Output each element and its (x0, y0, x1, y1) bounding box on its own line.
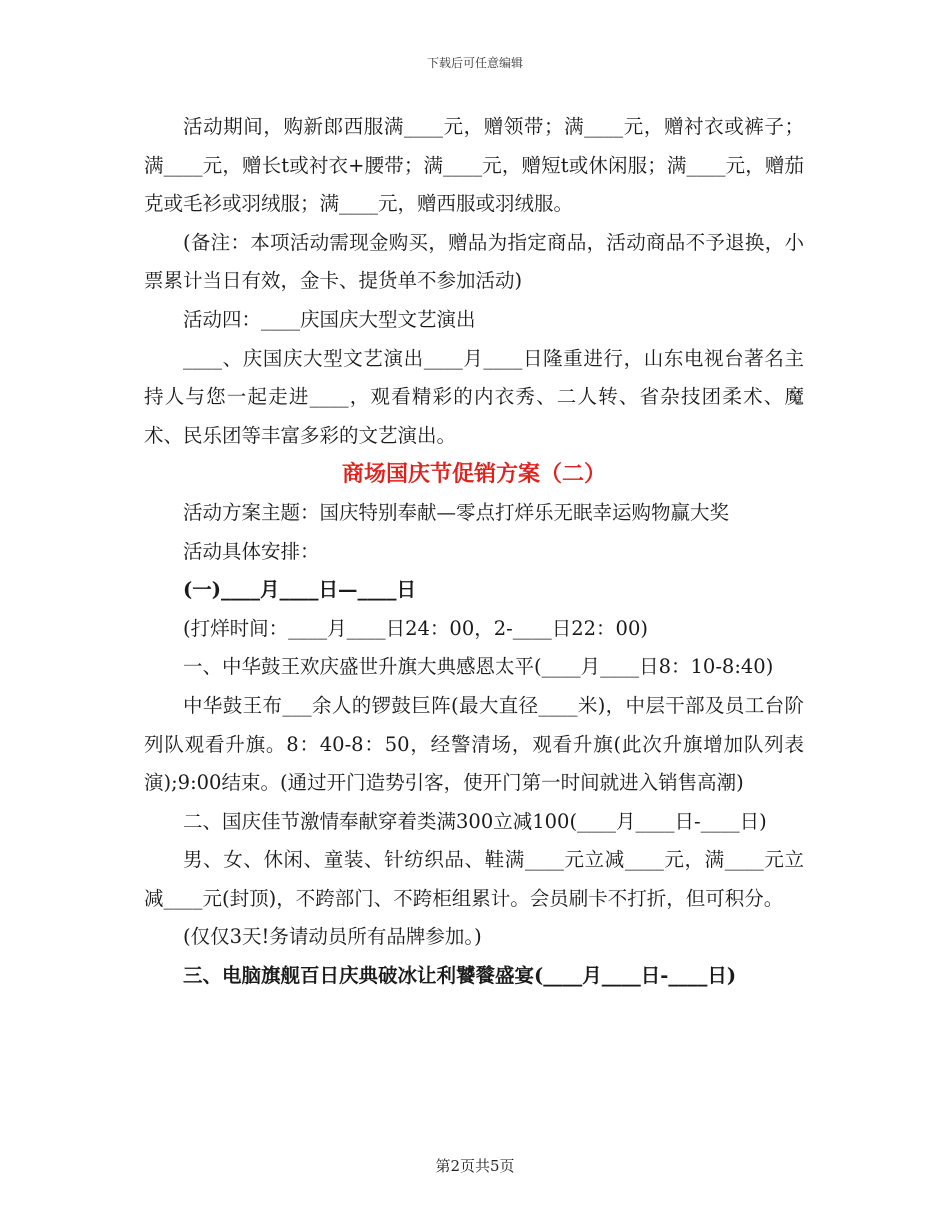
closing-time-note: (打烊时间：____月____日24：00，2-____日22：00) (183, 616, 648, 640)
item-two-note: (仅仅3天!务请动员所有品牌参加。) (183, 925, 482, 949)
item-two-title: 二、国庆佳节激情奉献穿着类满300立减100(____月____日-____日) (183, 809, 767, 833)
item-one-title: 一、中华鼓王欢庆盛世升旗大典感恩太平(____月____日8：10-8:40) (183, 655, 774, 679)
item-two-body: 男、女、休闲、童装、针纺织品、鞋满____元立减____元，满____元立减____元(封顶)，不跨部门、不跨柜组累计。会员刷卡不打折，但可积分。 (144, 848, 804, 910)
section-title: 商场国庆节促销方案（二） (341, 461, 606, 488)
activity-theme: 活动方案主题：国庆特别奉献—零点打烊乐无眠幸运购物赢大奖 (183, 500, 730, 524)
activity-arrangement-label: 活动具体安排： (183, 539, 320, 563)
paragraph-performance: ____、庆国庆大型文艺演出____月____日隆重进行，山东电视台著名主持人与您一起走进____，观看精彩的内衣秀、二人转、省杂技团柔术、魔术、民乐团等丰富多彩的文艺演出。 (144, 346, 804, 447)
item-one-body: 中华鼓王布___余人的锣鼓巨阵(最大直径____米)，中层干部及员工台阶列队观看升旗。8：40-8：50，经警清场，观看升旗(此次升旗增加队列表演);9:00结束。(通过开门造势引客，使开门第一时间就进入销售高潮) (144, 693, 804, 795)
paragraph-remark: (备注：本项活动需现金购买，赠品为指定商品，活动商品不予退换，小票累计当日有效，金卡、提货单不参加活动) (144, 230, 804, 293)
document-body (144, 108, 804, 996)
date-range-heading: (一)____月____日—____日 (183, 578, 416, 602)
paragraph-activity-four: 活动四：____庆国庆大型文艺演出 (183, 307, 476, 331)
paragraph-gift-tiers: 活动期间，购新郎西服满____元，赠领带；满____元，赠衬衣或裤子；满____元，赠长t或衬衣+腰带；满____元，赠短t或休闲服；满____元，赠茄克或毛衫或羽绒服；满____元，赠西服或羽绒服。 (144, 115, 804, 216)
page-header-note: 下载后可任意编辑 (426, 56, 523, 70)
item-three-title: 三、电脑旗舰百日庆典破冰让利饕餮盛宴(____月____日-____日) (183, 964, 737, 988)
page-number: 第2页共5页 (435, 1157, 515, 1175)
